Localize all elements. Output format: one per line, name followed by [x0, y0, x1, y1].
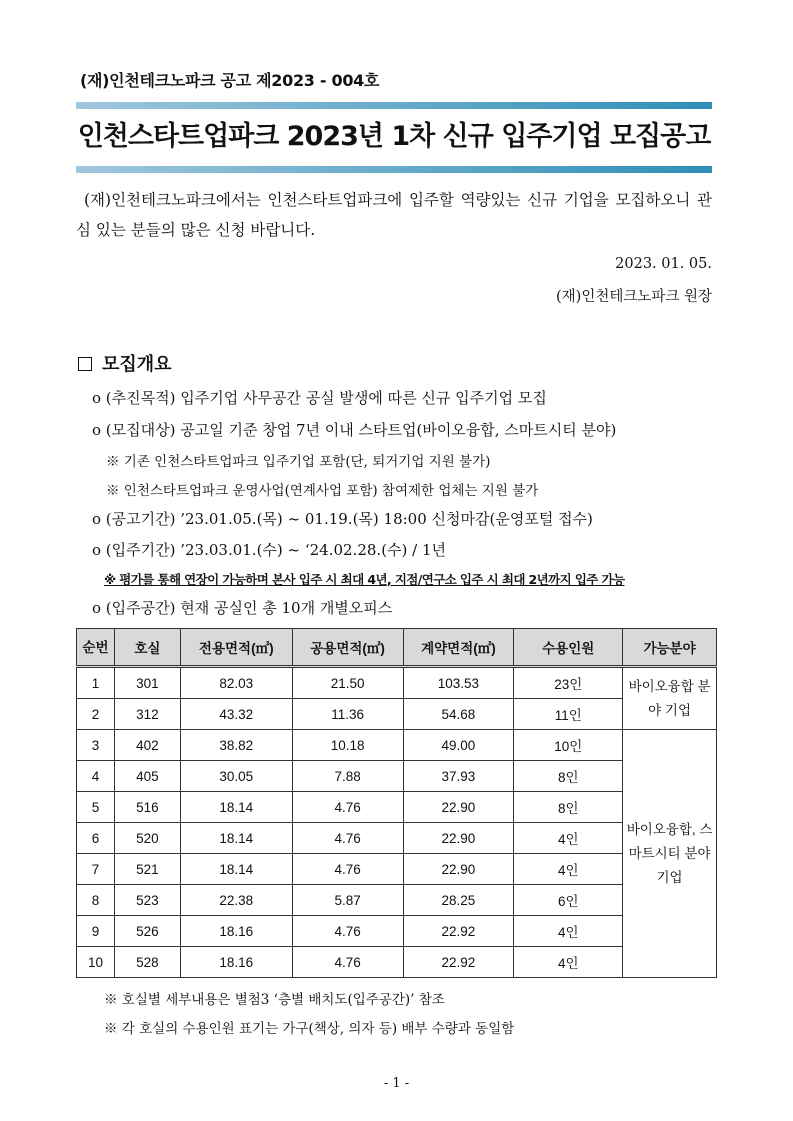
cell-room: 405 [114, 761, 180, 792]
cell-seq: 6 [77, 823, 115, 854]
title-bar-top [76, 102, 712, 109]
cell-field-bio-smartcity: 바이오융합, 스마트시티 분야 기업 [623, 730, 717, 978]
cell-common-area: 21.50 [292, 667, 403, 699]
table-row [77, 667, 717, 699]
cell-exclusive-area: 18.14 [180, 792, 292, 823]
cell-seq: 3 [77, 730, 115, 761]
table-row [77, 854, 717, 885]
cell-seq: 10 [77, 947, 115, 978]
cell-common-area: 4.76 [292, 823, 403, 854]
signature: (재)인천테크노파크 원장 [556, 289, 712, 305]
title-bar-bottom [76, 166, 712, 173]
cell-seq: 9 [77, 916, 115, 947]
cell-contract-area: 49.00 [403, 730, 514, 761]
note-existing-tenants: ※ 기존 인천스타트업파크 입주기업 포함(단, 퇴거기업 지원 불가) [106, 454, 491, 470]
table-row [77, 792, 717, 823]
cell-contract-area: 54.68 [403, 699, 514, 730]
footnote-floor-plan: ※ 호실별 세부내용은 별첨3 ‘층별 배치도(입주공간)’ 참조 [104, 992, 445, 1008]
table-row [77, 885, 717, 916]
item-space: o (입주공간) 현재 공실인 총 10개 개별오피스 [92, 599, 393, 617]
cell-capacity: 8인 [514, 792, 623, 823]
cell-room: 528 [114, 947, 180, 978]
cell-field-bio: 바이오융합 분야 기업 [623, 667, 717, 730]
cell-contract-area: 37.93 [403, 761, 514, 792]
page-title: 인천스타트업파크 2023년 1차 신규 입주기업 모집공고 [77, 121, 711, 152]
item-purpose: o (추진목적) 입주기업 사무공간 공실 발생에 따른 신규 입주기업 모집 [92, 389, 547, 407]
item-tenancy-period: o (입주기간) ’23.03.01.(수) ~ ‘24.02.28.(수) / 1년 [92, 541, 447, 559]
notice-number: (재)인천테크노파크 공고 제2023 - 004호 [80, 71, 380, 90]
header-common-area: 공용면적(㎡) [292, 629, 403, 667]
cell-common-area: 11.36 [292, 699, 403, 730]
cell-capacity: 4인 [514, 854, 623, 885]
cell-exclusive-area: 30.05 [180, 761, 292, 792]
cell-exclusive-area: 18.14 [180, 854, 292, 885]
note-restricted-companies: ※ 인천스타트업파크 운영사업(연계사업 포함) 참여제한 업체는 지원 불가 [106, 483, 539, 499]
cell-exclusive-area: 18.14 [180, 823, 292, 854]
cell-contract-area: 22.92 [403, 916, 514, 947]
table-row [77, 916, 717, 947]
cell-room: 526 [114, 916, 180, 947]
cell-seq: 8 [77, 885, 115, 916]
table-header-row [77, 629, 717, 667]
cell-seq: 4 [77, 761, 115, 792]
cell-room: 402 [114, 730, 180, 761]
cell-exclusive-area: 22.38 [180, 885, 292, 916]
cell-capacity: 4인 [514, 916, 623, 947]
cell-capacity: 4인 [514, 947, 623, 978]
cell-exclusive-area: 18.16 [180, 916, 292, 947]
cell-room: 521 [114, 854, 180, 885]
table-row [77, 947, 717, 978]
cell-room: 301 [114, 667, 180, 699]
cell-exclusive-area: 43.32 [180, 699, 292, 730]
cell-common-area: 7.88 [292, 761, 403, 792]
announcement-date: 2023. 01. 05. [615, 256, 712, 272]
note-extension: ※ 평가를 통해 연장이 가능하며 본사 입주 시 최대 4년, 지점/연구소 입주 시 최대 2년까지 입주 가능 [104, 572, 625, 587]
cell-room: 520 [114, 823, 180, 854]
cell-contract-area: 22.92 [403, 947, 514, 978]
cell-seq: 2 [77, 699, 115, 730]
table-row [77, 730, 717, 761]
header-contract-area: 계약면적(㎡) [403, 629, 514, 667]
cell-exclusive-area: 18.16 [180, 947, 292, 978]
table-row [77, 699, 717, 730]
checkbox-square-icon [78, 357, 92, 371]
cell-room: 523 [114, 885, 180, 916]
cell-capacity: 10인 [514, 730, 623, 761]
header-room: 호실 [114, 629, 180, 667]
cell-common-area: 5.87 [292, 885, 403, 916]
table-row [77, 823, 717, 854]
cell-contract-area: 22.90 [403, 854, 514, 885]
cell-capacity: 4인 [514, 823, 623, 854]
page-number: - 1 - [383, 1076, 410, 1091]
item-target: o (모집대상) 공고일 기준 창업 7년 이내 스타트업(바이오융합, 스마트시티 분야) [92, 421, 617, 439]
header-field: 가능분야 [623, 629, 717, 667]
cell-seq: 5 [77, 792, 115, 823]
cell-capacity: 11인 [514, 699, 623, 730]
header-exclusive-area: 전용면적(㎡) [180, 629, 292, 667]
cell-common-area: 10.18 [292, 730, 403, 761]
header-seq: 순번 [77, 629, 115, 667]
cell-contract-area: 22.90 [403, 823, 514, 854]
rooms-table [76, 628, 717, 978]
table-row [77, 761, 717, 792]
cell-common-area: 4.76 [292, 947, 403, 978]
intro-paragraph: (재)인천테크노파크에서는 인천스타트업파크에 입주할 역량있는 신규 기업을 모집하오니 관심 있는 분들의 많은 신청 바랍니다. [76, 191, 712, 239]
cell-exclusive-area: 82.03 [180, 667, 292, 699]
section-title: 모집개요 [102, 354, 172, 375]
header-capacity: 수용인원 [514, 629, 623, 667]
cell-seq: 1 [77, 667, 115, 699]
cell-contract-area: 28.25 [403, 885, 514, 916]
footnote-capacity: ※ 각 호실의 수용인원 표기는 가구(책상, 의자 등) 배부 수량과 동일함 [104, 1021, 515, 1037]
cell-seq: 7 [77, 854, 115, 885]
cell-room: 312 [114, 699, 180, 730]
cell-contract-area: 22.90 [403, 792, 514, 823]
cell-capacity: 6인 [514, 885, 623, 916]
cell-capacity: 23인 [514, 667, 623, 699]
cell-room: 516 [114, 792, 180, 823]
cell-capacity: 8인 [514, 761, 623, 792]
cell-contract-area: 103.53 [403, 667, 514, 699]
cell-common-area: 4.76 [292, 854, 403, 885]
item-notice-period: o (공고기간) ’23.01.05.(목) ~ 01.19.(목) 18:00 신청마감(운영포털 접수) [92, 510, 593, 528]
cell-common-area: 4.76 [292, 792, 403, 823]
section-heading [78, 350, 172, 376]
cell-exclusive-area: 38.82 [180, 730, 292, 761]
cell-common-area: 4.76 [292, 916, 403, 947]
